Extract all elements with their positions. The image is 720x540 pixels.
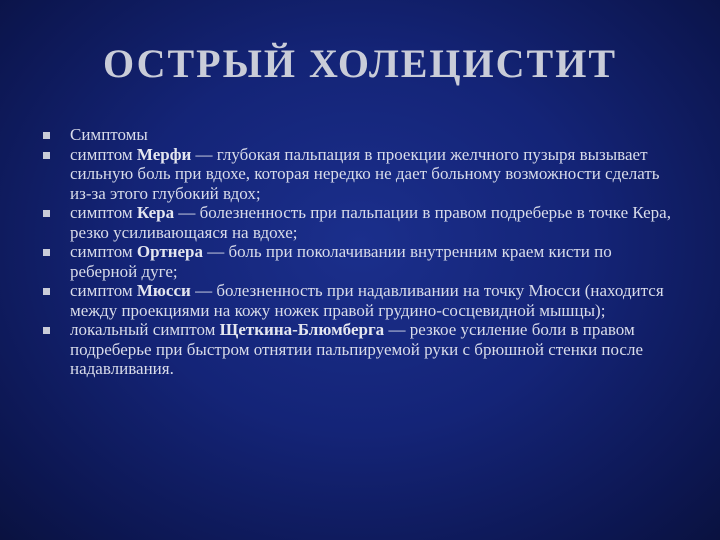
- bullet-text: симптом Кера — болезненность при пальпации в правом подреберье в точке Кера, резко усиливающаяся на вдохе;: [70, 203, 671, 242]
- bullet-mussy-sign: [40, 281, 680, 320]
- bullet-symptoms: [40, 125, 680, 145]
- bullet-text: симптом Ортнера — боль при поколачивании внутренним краем кисти по реберной дуге;: [70, 242, 612, 281]
- bullet-murphy-sign: [40, 145, 680, 204]
- bullet-text: симптом Мюсси — болезненность при надавливании на точку Мюсси (находится между проекциями на кожу ножек правой грудино-сосцевидной мышцы);: [70, 281, 664, 320]
- bullet-blumberg-sign: [40, 320, 680, 379]
- square-bullet-icon: [40, 145, 70, 165]
- bullet-text: Симптомы: [70, 125, 148, 144]
- bullet-ortner-sign: [40, 242, 680, 281]
- bullet-list: [40, 125, 680, 379]
- slide-title: ОСТРЫЙ ХОЛЕЦИСТИТ: [102, 41, 618, 86]
- square-bullet-icon: [40, 125, 70, 145]
- square-bullet-icon: [40, 242, 70, 262]
- bullet-text: локальный симптом Щеткина-Блюмберга — резкое усиление боли в правом подреберье при быстром отнятии пальпируемой руки с брюшной стенки после надавливания.: [70, 320, 644, 378]
- bullet-text: симптом Мерфи — глубокая пальпация в проекции желчного пузыря вызывает сильную боль при вдохе, которая нередко не дает больному возможности сделать из-за этого глубокий вдох;: [70, 144, 660, 203]
- square-bullet-icon: [40, 281, 70, 301]
- square-bullet-icon: [40, 320, 70, 340]
- square-bullet-icon: [40, 203, 70, 223]
- bullet-kehr-sign: [40, 203, 680, 242]
